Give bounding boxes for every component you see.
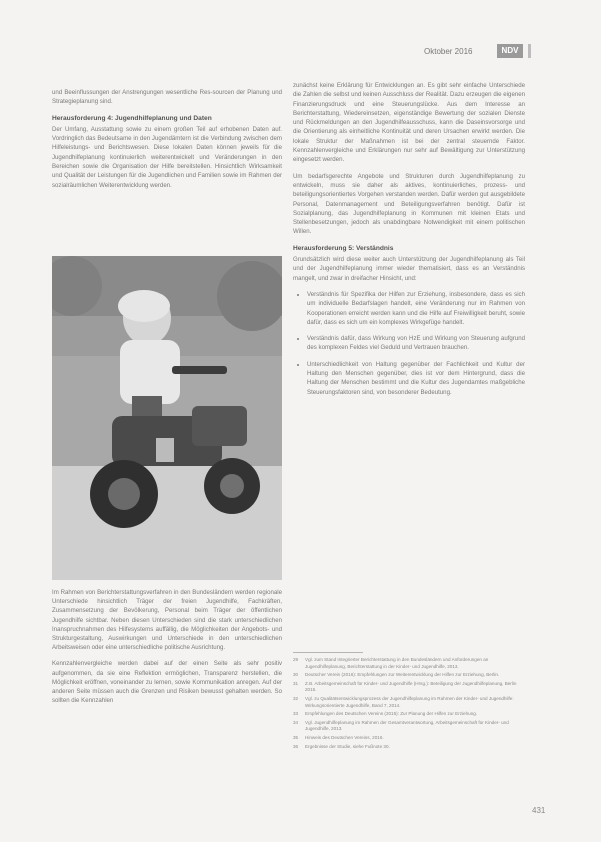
right-column — [293, 81, 525, 404]
footnote: 29 Vgl. zum Stand Integrierter Berichterstattung in den Bundesländern und Anforderungen an Jugendhilfeplanung, Berichterstattung in der Kinder- und Jugendhilfe, 2013. — [293, 657, 489, 669]
bullet-item: • Verständnis für Spezifika der Hilfen zur Erziehung, insbesondere, dass es sich um individuelle Bedarfslagen handelt, eine Veränderung nur im Rahmen von Kooperationen erreicht werden kann und die Hilfe auf Freiwilligkeit beruht, sowie dafür, dass es sich um ein komplexes Wirkgefüge handelt. — [307, 290, 525, 327]
right-paragraph-3: Grundsätzlich wird diese weiter auch Unterstützung der Jugendhilfeplanung als Teil und der Jugendhilfeplanung immer wieder thematisiert, dass es an Verständnis mangelt, und zwar in dreifacher Hinsicht, und: — [293, 256, 525, 282]
intro-paragraph: und Beeinflussungen der Anstrengungen wesentliche Res-sourcen der Planung und Strategieplanung sind. — [52, 89, 282, 106]
lower-paragraph-1: Im Rahmen von Berichterstattungsverfahren in den Bundesländern werden regionale Unterschiede hinsichtlich Träger der freien Jugendhilfe, Fachkräften, Zusammensetzung der Bevölkerung, Personal beim Träger der öffentlichen Jugendhilfe sichtbar. Neben diesen Unterschieden sind die stark unterschiedlichen Inanspruchnahmen des Hilfesystems auffällig, die Möglichkeiten der Angebots- und Strukturgestaltung, Auswirkungen und Unterschiede in den unterschiedlichen Arbeitsweisen oder eine unterschiedliche politische Ausrichtung. — [52, 589, 282, 652]
footnote: 31 Z.B. Arbeitsgemeinschaft für Kinder- und Jugendhilfe (Hrsg.): Beteiligung der Jugendhilfeplanung, Berlin 2015. — [293, 680, 517, 693]
right-paragraph-1: zunächst keine Erklärung für Entwicklungen an. Es gibt sehr einfache Unterschiede die Zahlen die selbst und keinen Ausschluss der Realität. Dazu erzeugen die eigenen Finanzierungsdruck und eine Steuerungslücke. Aus dem Interesse an Berichterstattung, Wiedereinsetzen, eigenständige Bewertung der sozialen Dienste und Rückmeldungen an den Jugendhilfeausschuss, kann die Daseinsvorsorge und die Orientierung als einheitliche Kontinuität und deren Ursachen erwirkt werden. Die lokale Struktur der Maßnahmen ist bei der zentral steuernde Faktor. Kennzahlenvergleiche und Erklärungen nur sehr auf Bewältigung zur Unterstützung eingesetzt werden. — [293, 82, 525, 164]
footnote: 36 Ergebnisse der Studie, siehe Fußnote 30. — [293, 743, 390, 749]
lower-paragraph-2: Kennzahlenvergleiche werden dabei auf der einen Seite als sehr positiv aufgenommen, da sie eine Reflektion ermöglichen, Transparenz herstellen, die Möglichkeit eröffnen, voneinander zu lernen, sowie Kommunikation anregen. Auf der anderen Seite müssen auch die Grenzen und Risiken bewusst gehalten werden. So sollten die Kennzahlen — [52, 660, 282, 705]
photo-illustration — [52, 256, 282, 580]
left-column — [52, 88, 282, 197]
footnote: 30 Deutscher Verein (2016): Empfehlungen zur Weiterentwicklung der Hilfen zur Erziehung, Berlin. — [293, 672, 500, 678]
journal-badge: NDV — [497, 44, 523, 58]
footnotes — [293, 652, 525, 752]
footnote: 33 Empfehlungen des Deutschen Vereins (2015): Zur Planung der Hilfen zur Erziehung. — [293, 711, 478, 717]
bullet-item: • Verständnis dafür, dass Wirkung von HzE und Wirkung von Steuerung aufgrund des komplexen Feldes viel Geduld und Vertrauen brauchen. — [307, 334, 525, 353]
footnote: 35 Hinweis des Deutschen Vereins, 2016. — [293, 734, 384, 740]
body-paragraph: Der Umfang, Ausstattung sowie zu einem großen Teil auf erhobenen Daten auf. Vordringlich das Bedeutsame in den Jugendämtern ist die Verbindung zwischen dem Hilfeleistungs- und Berichtswesen. Diese lokalen Daten können jeweils für die Jugendhilfeplanung kontinuierlich weiterentwickelt und Veränderungen in den Bereichen sowie die Organisation der Hilfe bereitstellen. Hinsichtlich Wirksamkeit und Qualität der Leistungen für die Jugendlichen und Familien sowie im Rahmen der sozialräumlichen Weiterentwicklung werden. — [52, 125, 282, 189]
issue-date: Oktober 2016 — [424, 47, 473, 56]
bullet-item: • Unterschiedlichkeit von Haltung gegenüber der Fachlichkeit und Kultur der Haltung den Menschen gegenüber, dies ist vor dem Hintergrund, dass die Haltung der Menschen bestimmt und die Kultur des Jugendamtes maßgebliche Steuerungsfaktoren sind, von besonderer Bedeutung. — [307, 360, 525, 397]
footnote: 34 Vgl. Jugendhilfeplanung im Rahmen der Gesamtverantwortung, Arbeitsgemeinschaft für Kinder- und Jugendhilfe, 2013. — [293, 719, 509, 732]
footnote-rule — [293, 652, 363, 653]
header-bar — [528, 44, 531, 58]
photo-child-tractor — [52, 256, 282, 580]
right-paragraph-2: Um bedarfsgerechte Angebote und Strukturen durch Jugendhilfeplanung zu entwickeln, muss sie daher als aktives, kontinuierliches, prozess- und beteiligungsorientiertes Vorgehen verstanden werden. Dafür werden gut ausgebildete Personal, Datenmanagement und Beteiligungsverfahren benötigt. Dafür ist Sozialplanung, das Jugendhilfeplanung in Kommunen mit kleinen Etats und Stellenbesetzungen, jedoch als unabdingbare Notwendigkeit mit einem politischen Willen. — [293, 172, 525, 236]
left-lower-column — [52, 588, 282, 712]
section-heading-5: Herausforderung 5: Verständnis — [293, 244, 394, 252]
bullet-list — [293, 290, 525, 397]
footnote: 32 Vgl. zu Qualitätsentwicklungsprozess der Jugendhilfeplanung im Rahmen der Kinder- und Jugendhilfe: Wirkungsorientierte Jugendhilfe, Band 7, 2014. — [293, 695, 514, 708]
section-heading-4: Herausforderung 4: Jugendhilfeplanung und Daten — [52, 114, 212, 122]
page-number: 431 — [532, 806, 546, 815]
